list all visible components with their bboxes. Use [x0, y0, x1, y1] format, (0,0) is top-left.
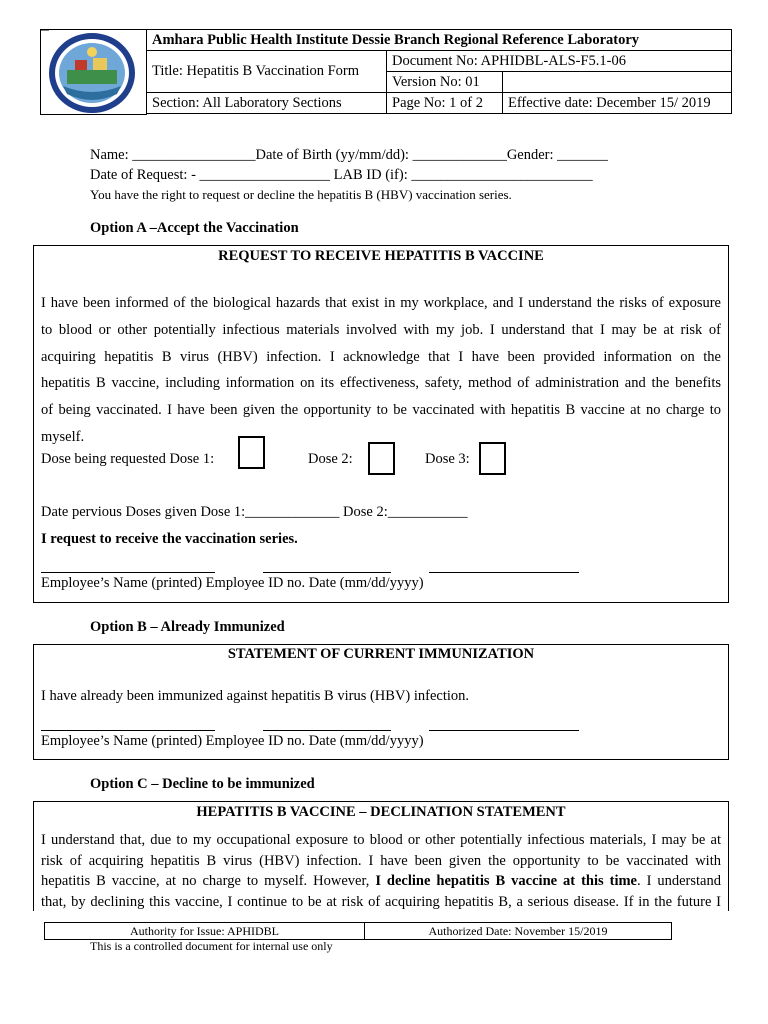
declination-text: . I understand	[636, 873, 721, 890]
paragraph-line: risk of acquiring hepatitis B virus (HBV) infection. I have been given the opportunity to be vaccinated with	[41, 852, 721, 869]
request-info-line[interactable]: Date of Request: - __________________ LAB ID (if): _________________________	[90, 167, 593, 183]
option-b-box	[33, 644, 729, 760]
signature-caption: Employee’s Name (printed) Employee ID no. Date (mm/dd/yyyy)	[41, 575, 424, 591]
declination-paragraph	[41, 830, 721, 913]
paragraph-line: acquiring hepatitis B virus (HBV) infection. I acknowledge that I have been provided information on the	[41, 348, 721, 365]
document-header	[40, 29, 732, 113]
dose2-checkbox[interactable]	[368, 442, 395, 475]
footer-table	[44, 922, 672, 940]
rights-statement: You have the right to request or decline the hepatitis B (HBV) vaccination series.	[90, 187, 512, 202]
paragraph-line: hepatitis B vaccine, including information on its effectiveness, safety, method of administration and the benefits	[41, 375, 721, 392]
institute-seal-icon	[41, 30, 147, 114]
header-table	[146, 29, 732, 114]
name-signature-line[interactable]	[41, 572, 215, 573]
personal-info-line[interactable]: Name: _________________Date of Birth (yy/mm/dd): _____________Gender: _______	[90, 147, 608, 163]
section-label: Section: All Laboratory Sections	[147, 93, 387, 114]
controlled-document-note: This is a controlled document for internal use only	[90, 939, 333, 953]
previous-doses-line[interactable]: Date pervious Doses given Dose 1:_____________ Dose 2:___________	[41, 504, 468, 520]
page-number: Page No: 1 of 2	[387, 93, 503, 114]
request-statement: I request to receive the vaccination series.	[41, 531, 298, 547]
employee-id-line[interactable]	[263, 572, 391, 573]
option-b-title: STATEMENT OF CURRENT IMMUNIZATION	[227, 646, 535, 662]
option-c-box	[33, 801, 729, 911]
logo-cell	[40, 29, 147, 115]
declination-emphasis: I decline hepatitis B vaccine at this time	[375, 873, 637, 890]
option-a-paragraph	[41, 290, 721, 451]
paragraph-line	[41, 871, 721, 892]
option-a-heading: Option A –Accept the Vaccination	[90, 220, 299, 236]
declination-text: hepatitis B vaccine, at no charge to myself. However,	[41, 873, 376, 890]
paragraph-line: to blood or other potentially infectious materials involved with my job. I understand that I may be at risk of	[41, 321, 721, 338]
date-line[interactable]	[429, 730, 579, 731]
form-title: Title: Hepatitis B Vaccination Form	[147, 51, 387, 93]
authority-for-issue: Authority for Issue: APHIDBL	[45, 923, 365, 939]
option-c-title: HEPATITIS B VACCINE – DECLINATION STATEMENT	[196, 804, 566, 820]
dose3-label: Dose 3:	[425, 451, 470, 467]
dose1-label: Dose being requested Dose 1:	[41, 451, 215, 467]
signature-caption: Employee’s Name (printed) Employee ID no. Date (mm/dd/yyyy)	[41, 733, 424, 749]
version-number: Version No: 01	[387, 72, 503, 93]
paragraph-line: I have been informed of the biological hazards that exist in my workplace, and I understand the risks of exposure	[41, 295, 721, 311]
organization-name: Amhara Public Health Institute Dessie Branch Regional Reference Laboratory	[147, 30, 732, 51]
immunization-statement: I have already been immunized against hepatitis B virus (HBV) infection.	[41, 688, 470, 704]
option-a-title: REQUEST TO RECEIVE HEPATITIS B VACCINE	[218, 248, 544, 264]
option-a-box	[33, 245, 729, 603]
paragraph-line: I understand that, due to my occupational exposure to blood or other potentially infectious materials, I may be at	[41, 832, 721, 848]
paragraph-line: that, by declining this vaccine, I continue to be at risk of acquiring hepatitis B, a serious disease. If in the future I	[41, 894, 721, 911]
document-number: Document No: APHIDBL-ALS-F5.1-06	[387, 51, 732, 72]
option-b-heading: Option B – Already Immunized	[90, 619, 285, 635]
option-c-heading: Option C – Decline to be immunized	[90, 776, 315, 792]
dose2-label: Dose 2:	[308, 451, 353, 467]
employee-id-line[interactable]	[263, 730, 391, 731]
dose1-checkbox[interactable]	[238, 436, 265, 469]
paragraph-line: myself.	[41, 428, 85, 445]
dose3-checkbox[interactable]	[479, 442, 506, 475]
name-signature-line[interactable]	[41, 730, 215, 731]
date-line[interactable]	[429, 572, 579, 573]
effective-date: Effective date: December 15/ 2019	[503, 93, 732, 114]
paragraph-line: of being vaccinated. I have been given the opportunity to be vaccinated with hepatitis B vaccine at no charge to	[41, 402, 721, 419]
authorized-date: Authorized Date: November 15/2019	[428, 924, 608, 938]
empty-cell	[503, 72, 732, 93]
